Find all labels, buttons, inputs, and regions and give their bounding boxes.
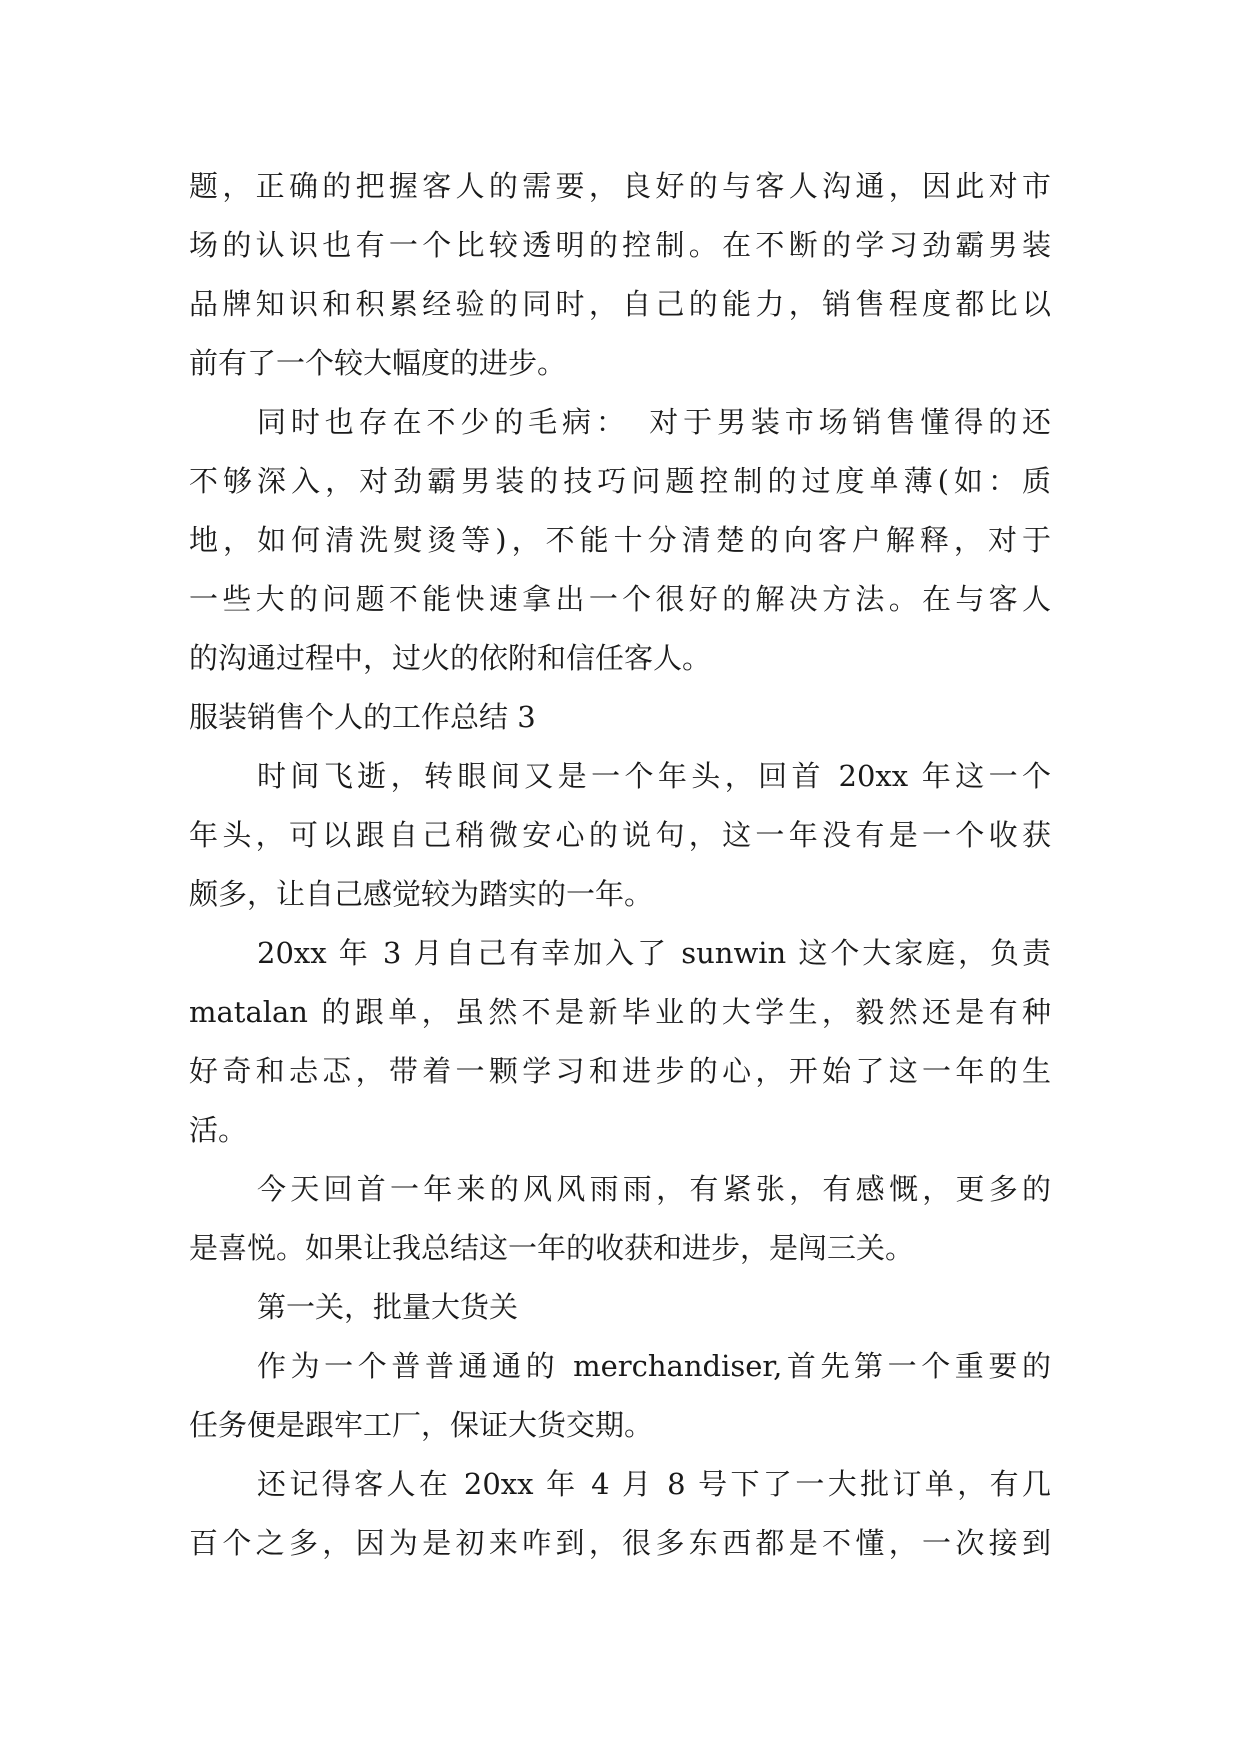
text-line: 场的认识也有一个比较透明的控制。在不断的学习劲霸男装 — [189, 228, 1051, 262]
text-line: 颇多，让自己感觉较为踏实的一年。 — [189, 877, 654, 911]
text-line: 是喜悦。如果让我总结这一年的收获和进步，是闯三关。 — [189, 1231, 915, 1265]
text-line: 地，如何清洗熨烫等)，不能十分清楚的向客户解释，对于 — [189, 523, 1051, 557]
text-line: 同时也存在不少的毛病： 对于男装市场销售懂得的还 — [257, 405, 1051, 439]
text-line: 好奇和忐忑，带着一颗学习和进步的心，开始了这一年的生 — [189, 1054, 1051, 1088]
text-line: 还记得客人在 20xx 年 4 月 8 号下了一大批订单，有几 — [257, 1467, 1051, 1501]
text-line: 今天回首一年来的风风雨雨，有紧张，有感慨，更多的 — [257, 1172, 1051, 1206]
text-line: 前有了一个较大幅度的进步。 — [189, 346, 567, 380]
text-line: 20xx 年 3 月自己有幸加入了 sunwin 这个大家庭，负责 — [257, 936, 1051, 970]
text-line: 活。 — [189, 1113, 248, 1147]
text-line: 年头，可以跟自己稍微安心的说句，这一年没有是一个收获 — [189, 818, 1051, 852]
text-line: 百个之多，因为是初来咋到，很多东西都是不懂，一次接到 — [189, 1526, 1051, 1560]
subheading: 第一关，批量大货关 — [257, 1290, 519, 1324]
text-line: 一些大的问题不能快速拿出一个很好的解决方法。在与客人 — [189, 582, 1051, 616]
text-line: 品牌知识和积累经验的同时，自己的能力，销售程度都比以 — [189, 287, 1051, 321]
text-line: 时间飞逝，转眼间又是一个年头，回首 20xx 年这一个 — [257, 759, 1051, 793]
text-line: matalan 的跟单，虽然不是新毕业的大学生，毅然还是有种 — [189, 995, 1051, 1029]
document-body — [189, 157, 1051, 1573]
text-line: 任务便是跟牢工厂，保证大货交期。 — [189, 1408, 654, 1442]
text-line: 作为一个普普通通的 merchandiser,首先第一个重要的 — [257, 1349, 1051, 1383]
section-heading: 服装销售个人的工作总结 3 — [189, 700, 536, 734]
text-line: 不够深入，对劲霸男装的技巧问题控制的过度单薄(如：质 — [189, 464, 1051, 498]
text-line: 题，正确的把握客人的需要，良好的与客人沟通，因此对市 — [189, 169, 1051, 203]
text-line: 的沟通过程中，过火的依附和信任客人。 — [189, 641, 712, 675]
